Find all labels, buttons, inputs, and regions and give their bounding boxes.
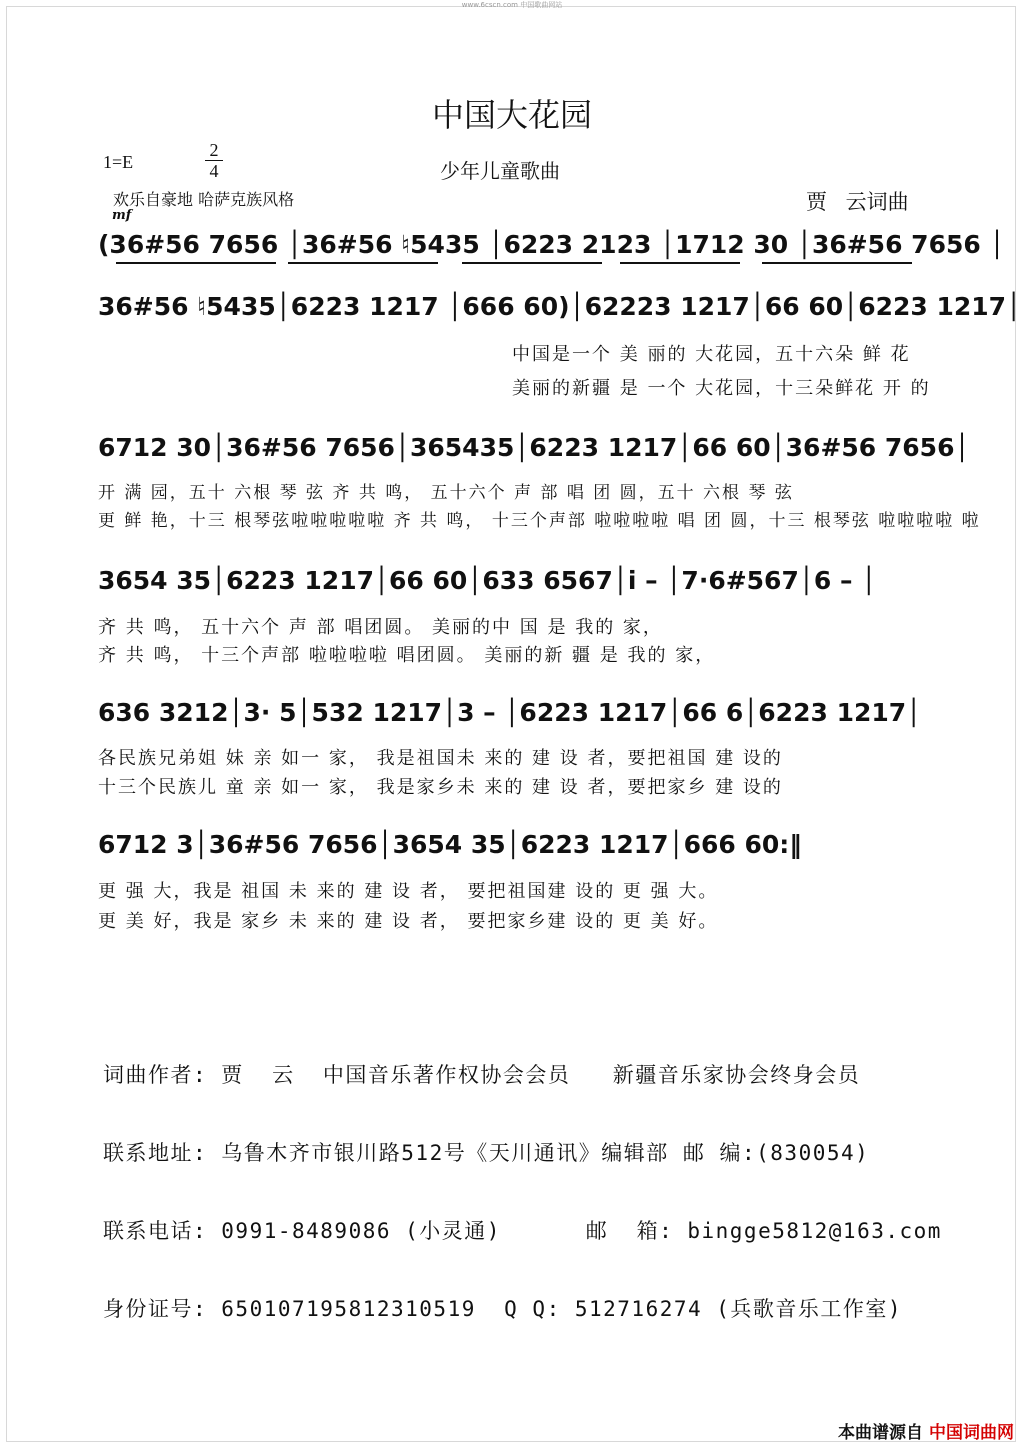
header-small-text: www.6cscn.com 中国歌曲网站 <box>461 1 563 9</box>
notation-row-4: 3654 35│6223 1217│66 60│633 6567│i̇ – │7·6#567│6 – │ <box>98 566 877 595</box>
time-sig-top: 2 <box>209 140 219 160</box>
source-site-link[interactable]: 中国词曲网 <box>929 1423 1014 1443</box>
source-credit <box>838 1418 1014 1443</box>
footer-line-phone: 联系电话: 0991-8489086 (小灵通) 邮 箱: bingge5812@163.com <box>103 1219 942 1243</box>
lyrics-line: 齐 共 鸣， 十三个声部 啦啦啦啦 唱团圆。 美丽的新 疆 是 我的 家， <box>98 645 716 666</box>
lyrics-line: 开 满 园，五十 六根 琴 弦 齐 共 鸣， 五十六个 声 部 唱 团 圆，五十 六根 琴 弦 <box>98 483 794 503</box>
beam-line <box>762 262 912 264</box>
source-prefix: 本曲谱源自 <box>838 1423 923 1443</box>
lyrics-line: 更 强 大，我是 祖国 未 来的 建 设 者， 要把祖国建 设的 更 强 大。 <box>98 881 719 902</box>
lyrics-line: 齐 共 鸣， 五十六个 声 部 唱团圆。 美丽的中 国 是 我的 家， <box>98 617 663 638</box>
footer-line-address: 联系地址: 乌鲁木齐市银川路512号《天川通讯》编辑部 邮 编:(830054) <box>103 1141 870 1165</box>
beam-line <box>620 262 740 264</box>
notation-row-5: 636 3212│3· 5│532 1217│3 – │6223 1217│66 6│6223 1217│ <box>98 698 922 727</box>
lyrics-line: 更 鲜 艳，十三 根琴弦啦啦啦啦啦 齐 共 鸣， 十三个声部 啦啦啦啦 唱 团 圆，十三 根琴弦 啦啦啦啦 啦 <box>98 511 981 531</box>
notation-row-1: (36#56 7656 │36#56 ♮5435 │6223 2123 │1712 30 │36#56 7656 │ <box>98 230 1005 259</box>
beam-line <box>116 262 276 264</box>
lyrics-line: 更 美 好，我是 家乡 未 来的 建 设 者， 要把家乡建 设的 更 美 好。 <box>98 911 719 932</box>
notation-row-3: 6712 30│36#56 7656│365435│6223 1217│66 60│36#56 7656│ <box>98 433 970 462</box>
song-title: 中国大花园 <box>431 96 592 134</box>
beam-line <box>288 262 438 264</box>
dynamic-marking: mf <box>112 208 132 223</box>
author-credit: 贾 云词曲 <box>806 190 909 214</box>
lyrics-line: 美丽的新疆 是 一个 大花园，十三朵鲜花 开 的 <box>512 378 931 399</box>
beam-line <box>462 262 602 264</box>
notation-row-6: 6712 3│36#56 7656│3654 35│6223 1217│666 60:‖ <box>98 830 802 859</box>
performance-style: 欢乐自豪地 哈萨克族风格 <box>113 190 295 209</box>
notation-row-2: 36#56 ♮5435│6223 1217 │666 60)│62223 1217│66 60│6223 1217│ <box>98 292 1022 321</box>
lyrics-line: 各民族兄弟姐 妹 亲 如一 家， 我是祖国未 来的 建 设 者，要把祖国 建 设的 <box>98 748 783 769</box>
footer-line-author: 词曲作者: 贾 云 中国音乐著作权协会会员 新疆音乐家协会终身会员 <box>103 1063 861 1087</box>
time-signature <box>203 140 225 181</box>
lyrics-line: 十三个民族儿 童 亲 如一 家， 我是家乡未 来的 建 设 者，要把家乡 建 设的 <box>98 777 783 798</box>
footer-line-id: 身份证号: 650107195812310519 Q Q: 512716274 (兵歌音乐工作室) <box>103 1297 903 1321</box>
time-sig-bottom: 4 <box>209 161 219 181</box>
song-subtitle: 少年儿童歌曲 <box>440 159 560 183</box>
lyrics-line: 中国是一个 美 丽的 大花园，五十六朵 鲜 花 <box>512 344 911 365</box>
key-signature: 1=E <box>103 152 134 172</box>
footer-info <box>103 1010 942 1348</box>
